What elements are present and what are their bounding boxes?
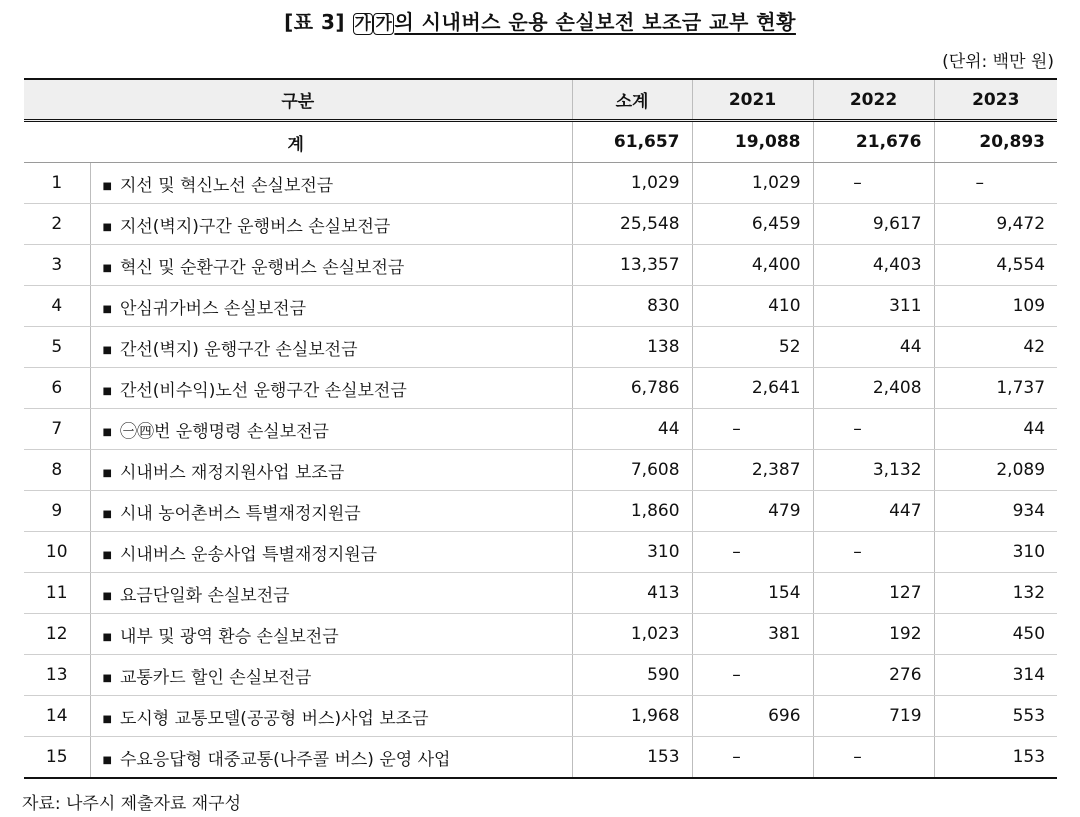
header-row [24,79,1057,121]
row-2023: 450 [934,614,1057,655]
bullet-icon: ■ [102,549,112,561]
row-2022: 4,403 [813,245,934,286]
header-category: 구분 [24,79,572,121]
row-2021: 696 [692,696,813,737]
row-item [90,245,572,286]
bullet-icon: ■ [102,590,112,602]
table-row [24,368,1057,409]
row-number: 6 [24,368,90,409]
table-row [24,696,1057,737]
row-number: 15 [24,737,90,779]
header-2023: 2023 [934,79,1057,121]
row-item-label: 안심귀가버스 손실보전금 [119,298,306,319]
row-item [90,737,572,779]
table-row [24,409,1057,450]
table-row [24,163,1057,204]
row-item [90,655,572,696]
table-row [24,614,1057,655]
row-2023: 2,089 [934,450,1057,491]
table-row [24,327,1057,368]
header-subtotal: 소계 [572,79,692,121]
row-2023: 314 [934,655,1057,696]
row-item [90,573,572,614]
table-row [24,286,1057,327]
row-2023: 42 [934,327,1057,368]
table-title [0,6,1080,35]
row-2023: 44 [934,409,1057,450]
table-row [24,573,1057,614]
redacted-name [353,10,796,34]
row-item [90,163,572,204]
total-subtotal: 61,657 [572,121,692,163]
row-subtotal: 413 [572,573,692,614]
row-subtotal: 1,968 [572,696,692,737]
row-item-label: 시내버스 재정지원사업 보조금 [119,462,345,483]
unit-label: (단위: 백만 원) [942,52,1054,72]
row-number: 1 [24,163,90,204]
row-number: 12 [24,614,90,655]
row-number: 8 [24,450,90,491]
row-2022: 44 [813,327,934,368]
row-2023: 109 [934,286,1057,327]
row-item-label: 수요응답형 대중교통(나주콜 버스) 운영 사업 [119,749,451,770]
row-2022: – [813,532,934,573]
row-2023: 9,472 [934,204,1057,245]
title-suffix: 의 시내버스 운용 손실보전 보조금 교부 현황 [394,10,796,34]
row-2021: 2,387 [692,450,813,491]
bullet-icon: ■ [102,344,112,356]
row-2022: 192 [813,614,934,655]
row-2022: 9,617 [813,204,934,245]
row-number: 3 [24,245,90,286]
row-2022: 447 [813,491,934,532]
row-2021: – [692,737,813,779]
row-2023: 934 [934,491,1057,532]
row-item-label: 지선(벽지)구간 운행버스 손실보전금 [119,216,391,237]
redaction-box: 가 [375,14,393,34]
row-item-label: 도시형 교통모델(공공형 버스)사업 보조금 [119,708,429,729]
row-2022: – [813,163,934,204]
row-2023: 310 [934,532,1057,573]
row-2021: – [692,655,813,696]
row-2022: 276 [813,655,934,696]
row-2021: – [692,532,813,573]
row-subtotal: 1,860 [572,491,692,532]
row-item [90,409,572,450]
total-label: 계 [24,121,572,163]
row-2023: – [934,163,1057,204]
row-2023: 1,737 [934,368,1057,409]
row-2021: 2,641 [692,368,813,409]
row-item-label: 내부 및 광역 환승 손실보전금 [119,626,339,647]
row-2023: 132 [934,573,1057,614]
row-2022: 311 [813,286,934,327]
row-2023: 153 [934,737,1057,779]
row-item [90,450,572,491]
row-2022: 719 [813,696,934,737]
row-2021: 6,459 [692,204,813,245]
row-item [90,696,572,737]
table-row [24,737,1057,779]
row-2021: 4,400 [692,245,813,286]
source-note: 자료: 나주시 제출자료 재구성 [22,794,242,814]
row-item-label: 지선 및 혁신노선 손실보전금 [119,175,334,196]
row-number: 10 [24,532,90,573]
row-item [90,286,572,327]
row-subtotal: 44 [572,409,692,450]
row-subtotal: 138 [572,327,692,368]
row-number: 13 [24,655,90,696]
row-2022: – [813,737,934,779]
header-2021: 2021 [692,79,813,121]
bullet-icon: ■ [102,631,112,643]
row-2022: – [813,409,934,450]
bullet-icon: ■ [102,467,112,479]
row-2021: 479 [692,491,813,532]
row-item [90,614,572,655]
row-subtotal: 830 [572,286,692,327]
row-number: 7 [24,409,90,450]
bullet-icon: ■ [102,221,112,233]
row-2021: 52 [692,327,813,368]
total-row [24,121,1057,163]
row-item-label: 시내 농어촌버스 특별재정지원금 [119,503,361,524]
row-subtotal: 310 [572,532,692,573]
row-number: 11 [24,573,90,614]
bullet-icon: ■ [102,754,112,766]
row-item [90,327,572,368]
total-2022: 21,676 [813,121,934,163]
row-2021: – [692,409,813,450]
row-item [90,532,572,573]
table-row [24,491,1057,532]
row-item-label: 요금단일화 손실보전금 [119,585,290,606]
redaction-box: 가 [354,14,372,34]
row-subtotal: 25,548 [572,204,692,245]
total-2021: 19,088 [692,121,813,163]
row-subtotal: 13,357 [572,245,692,286]
row-2023: 4,554 [934,245,1057,286]
bullet-icon: ■ [102,303,112,315]
table-row [24,450,1057,491]
row-number: 14 [24,696,90,737]
row-number: 4 [24,286,90,327]
row-subtotal: 1,023 [572,614,692,655]
row-item-label: 혁신 및 순환구간 운행버스 손실보전금 [119,257,405,278]
row-2022: 3,132 [813,450,934,491]
row-2021: 410 [692,286,813,327]
bullet-icon: ■ [102,508,112,520]
row-item-label: ㊀㊃번 운행명령 손실보전금 [119,421,329,442]
title-prefix: [표 3] [284,10,353,34]
row-item [90,204,572,245]
total-2023: 20,893 [934,121,1057,163]
row-item-label: 간선(벽지) 운행구간 손실보전금 [119,339,358,360]
row-number: 5 [24,327,90,368]
row-2021: 1,029 [692,163,813,204]
table-row [24,204,1057,245]
row-subtotal: 1,029 [572,163,692,204]
row-subtotal: 7,608 [572,450,692,491]
row-item [90,368,572,409]
row-item-label: 교통카드 할인 손실보전금 [119,667,312,688]
row-2022: 127 [813,573,934,614]
bullet-icon: ■ [102,385,112,397]
row-subtotal: 6,786 [572,368,692,409]
bullet-icon: ■ [102,262,112,274]
table-row [24,655,1057,696]
bullet-icon: ■ [102,180,112,192]
bullet-icon: ■ [102,713,112,725]
row-2023: 553 [934,696,1057,737]
row-item-label: 시내버스 운송사업 특별재정지원금 [119,544,378,565]
row-subtotal: 590 [572,655,692,696]
row-2021: 381 [692,614,813,655]
row-item-label: 간선(비수익)노선 운행구간 손실보전금 [119,380,407,401]
table-row [24,532,1057,573]
bullet-icon: ■ [102,426,112,438]
header-2022: 2022 [813,79,934,121]
subsidy-table [24,78,1057,779]
row-number: 2 [24,204,90,245]
row-number: 9 [24,491,90,532]
row-subtotal: 153 [572,737,692,779]
row-2021: 154 [692,573,813,614]
row-item [90,491,572,532]
bullet-icon: ■ [102,672,112,684]
row-2022: 2,408 [813,368,934,409]
table-row [24,245,1057,286]
